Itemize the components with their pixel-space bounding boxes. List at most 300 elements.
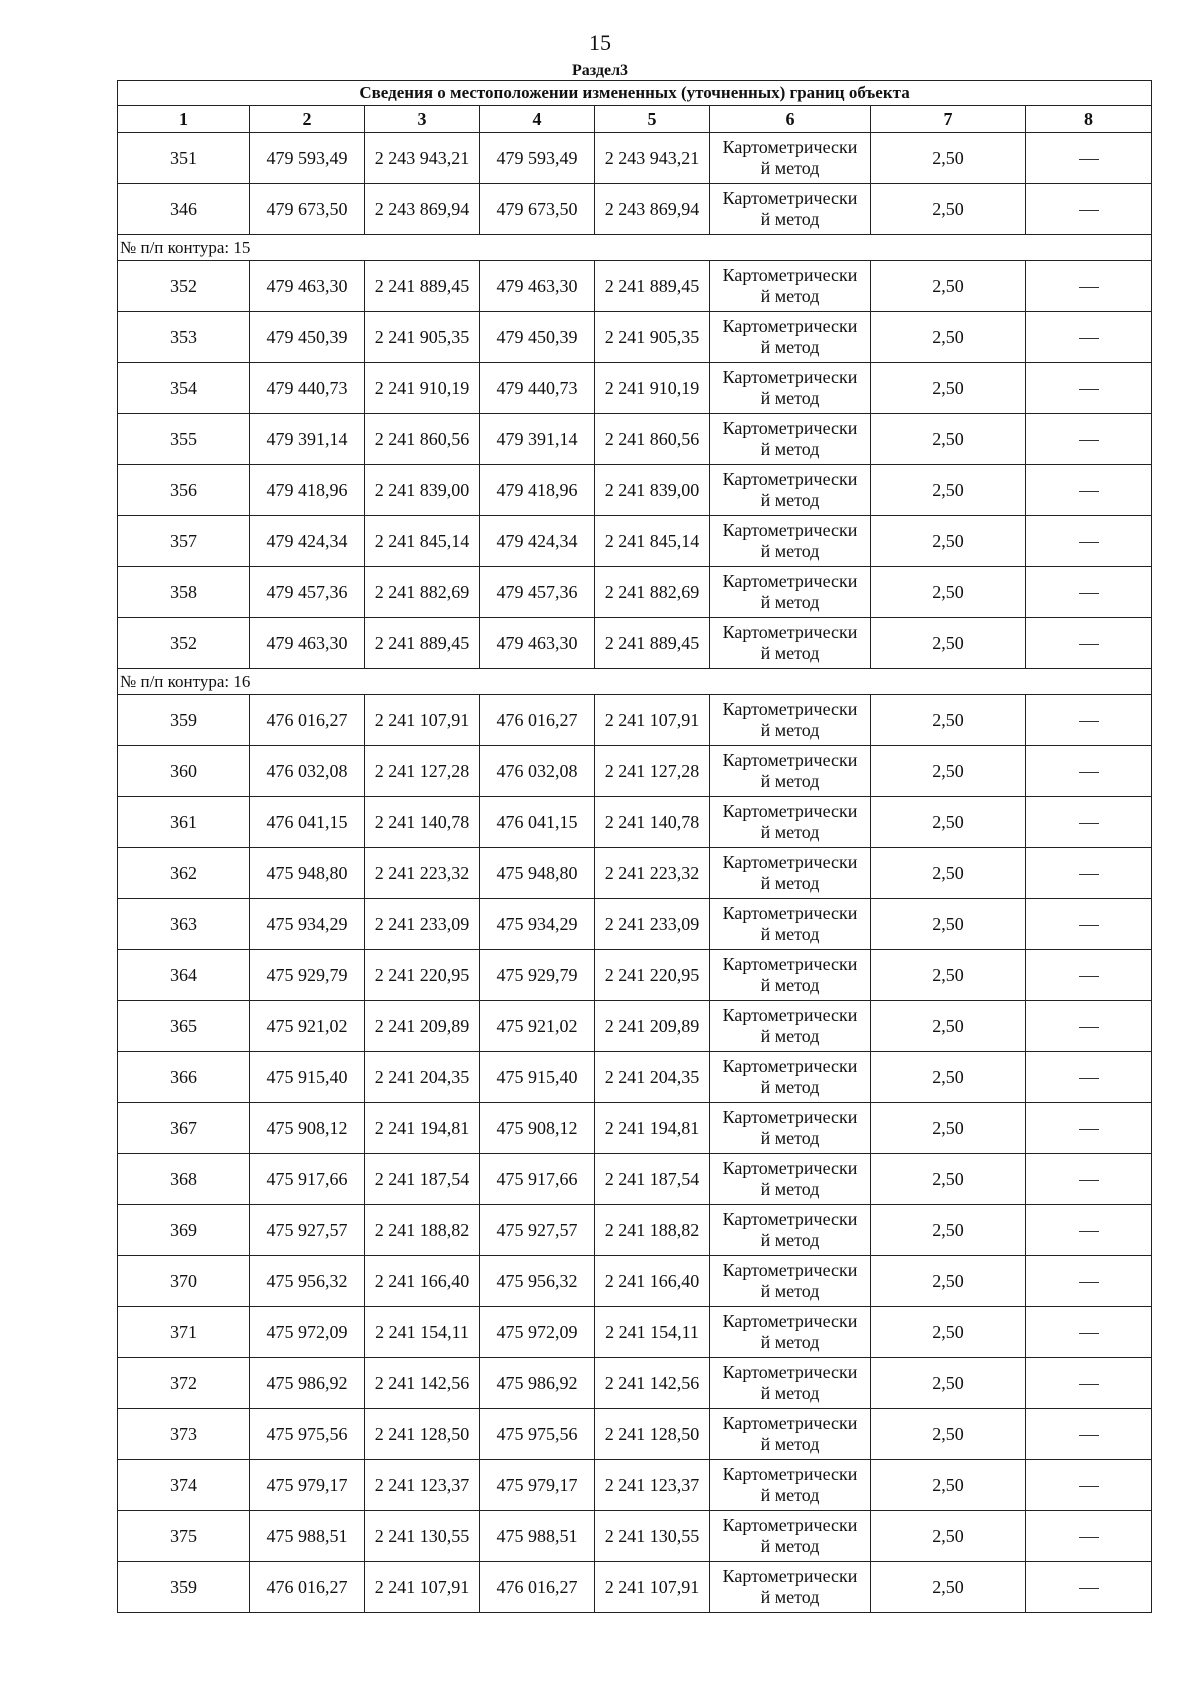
dash-cell [1026,1103,1152,1154]
method-line: й метод [760,822,820,842]
accuracy-cell: 2,50 [871,1409,1026,1460]
table-row [118,1307,1152,1358]
x-coordinate-cell: 476 016,27 [250,1562,365,1613]
y-coordinate-cell: 2 241 889,45 [595,618,710,669]
method-line: й метод [760,1383,820,1403]
y-coordinate-cell: 2 241 188,82 [595,1205,710,1256]
dash-mark [1079,976,1099,977]
y-coordinate-cell: 2 241 128,50 [595,1409,710,1460]
y-coordinate-cell: 2 241 140,78 [595,797,710,848]
method-line: Картометрически [722,750,858,770]
dash-mark [1079,1078,1099,1079]
table-row [118,848,1152,899]
table-row [118,567,1152,618]
accuracy-cell: 2,50 [871,1052,1026,1103]
x-coordinate-cell: 479 593,49 [250,133,365,184]
method-line: Картометрически [722,1056,858,1076]
method-cell [710,1154,871,1205]
method-line: й метод [760,388,820,408]
dash-mark [1079,644,1099,645]
dash-cell [1026,1511,1152,1562]
y-coordinate-cell: 2 243 943,21 [595,133,710,184]
table-row [118,1103,1152,1154]
x-coordinate-cell: 475 972,09 [250,1307,365,1358]
dash-cell [1026,312,1152,363]
y-coordinate-cell: 2 243 869,94 [595,184,710,235]
column-header: 2 [250,106,365,133]
table-row [118,899,1152,950]
method-cell [710,1409,871,1460]
x-coordinate-cell: 479 418,96 [480,465,595,516]
table-header-row [118,106,1152,133]
method-line: Картометрически [722,520,858,540]
y-coordinate-cell: 2 241 128,50 [365,1409,480,1460]
accuracy-cell: 2,50 [871,899,1026,950]
dash-mark [1079,440,1099,441]
point-number-cell: 360 [118,746,250,797]
dash-cell [1026,1562,1152,1613]
y-coordinate-cell: 2 241 130,55 [595,1511,710,1562]
method-line: й метод [760,1536,820,1556]
dash-mark [1079,925,1099,926]
method-line: й метод [760,1026,820,1046]
dash-mark [1079,338,1099,339]
x-coordinate-cell: 479 463,30 [480,618,595,669]
method-line: Картометрически [722,1464,858,1484]
x-coordinate-cell: 475 929,79 [250,950,365,1001]
x-coordinate-cell: 479 450,39 [250,312,365,363]
method-line: Картометрически [722,903,858,923]
y-coordinate-cell: 2 241 107,91 [595,1562,710,1613]
x-coordinate-cell: 475 986,92 [250,1358,365,1409]
dash-cell [1026,1205,1152,1256]
method-line: й метод [760,592,820,612]
method-line: Картометрически [722,1260,858,1280]
y-coordinate-cell: 2 241 127,28 [595,746,710,797]
dash-cell [1026,797,1152,848]
page-number: 15 [589,30,611,55]
x-coordinate-cell: 475 921,02 [480,1001,595,1052]
column-header: 1 [118,106,250,133]
table-row [118,363,1152,414]
method-line: й метод [760,209,820,229]
y-coordinate-cell: 2 241 107,91 [365,1562,480,1613]
point-number-cell: 363 [118,899,250,950]
x-coordinate-cell: 475 934,29 [480,899,595,950]
dash-cell [1026,465,1152,516]
method-cell [710,312,871,363]
x-coordinate-cell: 476 016,27 [250,695,365,746]
method-line: й метод [760,439,820,459]
accuracy-cell: 2,50 [871,567,1026,618]
y-coordinate-cell: 2 241 845,14 [365,516,480,567]
accuracy-cell: 2,50 [871,1307,1026,1358]
method-cell [710,1205,871,1256]
accuracy-cell: 2,50 [871,1460,1026,1511]
point-number-cell: 375 [118,1511,250,1562]
y-coordinate-cell: 2 241 123,37 [365,1460,480,1511]
column-header: 8 [1026,106,1152,133]
x-coordinate-cell: 479 463,30 [250,261,365,312]
accuracy-cell: 2,50 [871,1001,1026,1052]
method-line: Картометрически [722,367,858,387]
dash-cell [1026,516,1152,567]
table-row [118,1001,1152,1052]
dash-mark [1079,542,1099,543]
point-number-cell: 354 [118,363,250,414]
method-line: Картометрически [722,699,858,719]
table-row [118,1256,1152,1307]
point-number-cell: 370 [118,1256,250,1307]
dash-cell [1026,1409,1152,1460]
x-coordinate-cell: 476 041,15 [250,797,365,848]
method-cell [710,1460,871,1511]
dash-mark [1079,1384,1099,1385]
y-coordinate-cell: 2 241 860,56 [595,414,710,465]
section-title: Раздел3 [571,62,629,79]
dash-mark [1079,159,1099,160]
dash-mark [1079,1486,1099,1487]
method-cell [710,950,871,1001]
dash-mark [1079,1180,1099,1181]
method-cell [710,1052,871,1103]
dash-cell [1026,1154,1152,1205]
table-row [118,516,1152,567]
column-header: 3 [365,106,480,133]
method-cell [710,1001,871,1052]
y-coordinate-cell: 2 241 187,54 [365,1154,480,1205]
method-cell [710,567,871,618]
method-line: й метод [760,975,820,995]
dash-mark [1079,1231,1099,1232]
table-body [118,81,1152,1613]
y-coordinate-cell: 2 241 905,35 [365,312,480,363]
dash-cell [1026,1052,1152,1103]
table-row [118,797,1152,848]
contour-row [118,235,1152,261]
method-line: Картометрически [722,1515,858,1535]
method-line: Картометрически [722,1311,858,1331]
x-coordinate-cell: 475 934,29 [250,899,365,950]
dash-cell [1026,695,1152,746]
x-coordinate-cell: 475 975,56 [480,1409,595,1460]
column-header: 5 [595,106,710,133]
contour-label: № п/п контура: 15 [118,235,1152,261]
dash-cell [1026,363,1152,414]
y-coordinate-cell: 2 241 123,37 [595,1460,710,1511]
method-line: й метод [760,1077,820,1097]
method-line: й метод [760,720,820,740]
y-coordinate-cell: 2 241 860,56 [365,414,480,465]
y-coordinate-cell: 2 241 107,91 [595,695,710,746]
x-coordinate-cell: 475 929,79 [480,950,595,1001]
table-row [118,414,1152,465]
dash-mark [1079,593,1099,594]
method-cell [710,797,871,848]
table-row [118,1358,1152,1409]
y-coordinate-cell: 2 241 845,14 [595,516,710,567]
column-header: 7 [871,106,1026,133]
accuracy-cell: 2,50 [871,363,1026,414]
method-cell [710,1562,871,1613]
y-coordinate-cell: 2 241 882,69 [365,567,480,618]
method-line: й метод [760,873,820,893]
accuracy-cell: 2,50 [871,1205,1026,1256]
method-line: Картометрически [722,954,858,974]
y-coordinate-cell: 2 243 869,94 [365,184,480,235]
method-line: й метод [760,490,820,510]
y-coordinate-cell: 2 241 188,82 [365,1205,480,1256]
dash-cell [1026,1307,1152,1358]
y-coordinate-cell: 2 241 223,32 [365,848,480,899]
dash-mark [1079,1537,1099,1538]
accuracy-cell: 2,50 [871,414,1026,465]
x-coordinate-cell: 475 917,66 [250,1154,365,1205]
x-coordinate-cell: 475 956,32 [480,1256,595,1307]
point-number-cell: 355 [118,414,250,465]
contour-label: № п/п контура: 16 [118,669,1152,695]
method-line: Картометрически [722,469,858,489]
method-cell [710,746,871,797]
method-line: й метод [760,1587,820,1607]
y-coordinate-cell: 2 241 166,40 [595,1256,710,1307]
accuracy-cell: 2,50 [871,950,1026,1001]
method-line: Картометрически [722,1566,858,1586]
method-line: Картометрически [722,137,858,157]
accuracy-cell: 2,50 [871,516,1026,567]
method-line: Картометрически [722,316,858,336]
point-number-cell: 372 [118,1358,250,1409]
method-line: Картометрически [722,1209,858,1229]
y-coordinate-cell: 2 241 220,95 [595,950,710,1001]
table-row [118,1460,1152,1511]
method-line: й метод [760,1179,820,1199]
y-coordinate-cell: 2 241 889,45 [365,618,480,669]
dash-cell [1026,618,1152,669]
y-coordinate-cell: 2 241 889,45 [365,261,480,312]
table-row [118,746,1152,797]
x-coordinate-cell: 479 457,36 [480,567,595,618]
contour-row [118,669,1152,695]
y-coordinate-cell: 2 241 839,00 [365,465,480,516]
dash-cell [1026,184,1152,235]
accuracy-cell: 2,50 [871,1154,1026,1205]
x-coordinate-cell: 475 948,80 [250,848,365,899]
table-row [118,261,1152,312]
table-row [118,950,1152,1001]
dash-mark [1079,1588,1099,1589]
dash-cell [1026,950,1152,1001]
dash-mark [1079,1333,1099,1334]
y-coordinate-cell: 2 241 839,00 [595,465,710,516]
dash-mark [1079,1435,1099,1436]
point-number-cell: 353 [118,312,250,363]
x-coordinate-cell: 475 908,12 [250,1103,365,1154]
y-coordinate-cell: 2 241 142,56 [595,1358,710,1409]
dash-mark [1079,772,1099,773]
dash-cell [1026,1256,1152,1307]
point-number-cell: 371 [118,1307,250,1358]
point-number-cell: 362 [118,848,250,899]
accuracy-cell: 2,50 [871,1358,1026,1409]
dash-mark [1079,1282,1099,1283]
method-line: й метод [760,771,820,791]
x-coordinate-cell: 475 986,92 [480,1358,595,1409]
dash-cell [1026,1358,1152,1409]
method-line: й метод [760,1485,820,1505]
y-coordinate-cell: 2 241 910,19 [365,363,480,414]
x-coordinate-cell: 475 979,17 [250,1460,365,1511]
point-number-cell: 373 [118,1409,250,1460]
y-coordinate-cell: 2 241 209,89 [595,1001,710,1052]
method-line: Картометрически [722,1107,858,1127]
x-coordinate-cell: 475 915,40 [250,1052,365,1103]
y-coordinate-cell: 2 241 905,35 [595,312,710,363]
x-coordinate-cell: 475 979,17 [480,1460,595,1511]
y-coordinate-cell: 2 241 910,19 [595,363,710,414]
table-row [118,1205,1152,1256]
method-cell [710,133,871,184]
point-number-cell: 365 [118,1001,250,1052]
method-line: й метод [760,286,820,306]
method-line: Картометрически [722,801,858,821]
x-coordinate-cell: 475 988,51 [480,1511,595,1562]
accuracy-cell: 2,50 [871,695,1026,746]
accuracy-cell: 2,50 [871,746,1026,797]
x-coordinate-cell: 479 450,39 [480,312,595,363]
x-coordinate-cell: 479 440,73 [480,363,595,414]
method-line: й метод [760,1230,820,1250]
y-coordinate-cell: 2 241 889,45 [595,261,710,312]
dash-mark [1079,721,1099,722]
method-line: й метод [760,1128,820,1148]
x-coordinate-cell: 475 908,12 [480,1103,595,1154]
y-coordinate-cell: 2 243 943,21 [365,133,480,184]
y-coordinate-cell: 2 241 220,95 [365,950,480,1001]
point-number-cell: 352 [118,618,250,669]
accuracy-cell: 2,50 [871,1562,1026,1613]
method-line: й метод [760,541,820,561]
method-cell [710,414,871,465]
method-cell [710,695,871,746]
x-coordinate-cell: 475 956,32 [250,1256,365,1307]
table-row [118,695,1152,746]
y-coordinate-cell: 2 241 204,35 [595,1052,710,1103]
x-coordinate-cell: 479 673,50 [480,184,595,235]
y-coordinate-cell: 2 241 142,56 [365,1358,480,1409]
accuracy-cell: 2,50 [871,1256,1026,1307]
y-coordinate-cell: 2 241 233,09 [595,899,710,950]
method-line: Картометрически [722,622,858,642]
y-coordinate-cell: 2 241 187,54 [595,1154,710,1205]
table-row [118,465,1152,516]
method-line: й метод [760,337,820,357]
method-line: Картометрически [722,1413,858,1433]
x-coordinate-cell: 476 016,27 [480,1562,595,1613]
accuracy-cell: 2,50 [871,133,1026,184]
method-cell [710,1511,871,1562]
y-coordinate-cell: 2 241 154,11 [365,1307,480,1358]
y-coordinate-cell: 2 241 140,78 [365,797,480,848]
y-coordinate-cell: 2 241 223,32 [595,848,710,899]
method-cell [710,363,871,414]
method-line: й метод [760,924,820,944]
accuracy-cell: 2,50 [871,1103,1026,1154]
y-coordinate-cell: 2 241 154,11 [595,1307,710,1358]
table-row [118,1154,1152,1205]
dash-cell [1026,746,1152,797]
dash-mark [1079,1129,1099,1130]
x-coordinate-cell: 475 927,57 [250,1205,365,1256]
y-coordinate-cell: 2 241 233,09 [365,899,480,950]
x-coordinate-cell: 475 915,40 [480,1052,595,1103]
dash-cell [1026,848,1152,899]
x-coordinate-cell: 479 457,36 [250,567,365,618]
point-number-cell: 357 [118,516,250,567]
x-coordinate-cell: 479 418,96 [250,465,365,516]
x-coordinate-cell: 476 016,27 [480,695,595,746]
method-cell [710,848,871,899]
x-coordinate-cell: 476 041,15 [480,797,595,848]
dash-cell [1026,261,1152,312]
y-coordinate-cell: 2 241 194,81 [595,1103,710,1154]
table-caption: Сведения о местоположении измененных (уточненных) границ объекта [118,81,1152,106]
x-coordinate-cell: 479 391,14 [250,414,365,465]
method-cell [710,1358,871,1409]
method-line: Картометрически [722,188,858,208]
y-coordinate-cell: 2 241 130,55 [365,1511,480,1562]
x-coordinate-cell: 475 972,09 [480,1307,595,1358]
table-row [118,133,1152,184]
accuracy-cell: 2,50 [871,618,1026,669]
dash-cell [1026,414,1152,465]
dash-cell [1026,567,1152,618]
x-coordinate-cell: 476 032,08 [250,746,365,797]
point-number-cell: 359 [118,695,250,746]
dash-mark [1079,823,1099,824]
table-row [118,618,1152,669]
accuracy-cell: 2,50 [871,797,1026,848]
table-caption-row [118,81,1152,106]
method-cell [710,465,871,516]
dash-cell [1026,1001,1152,1052]
point-number-cell: 351 [118,133,250,184]
method-line: Картометрически [722,1005,858,1025]
x-coordinate-cell: 475 975,56 [250,1409,365,1460]
x-coordinate-cell: 475 917,66 [480,1154,595,1205]
method-line: Картометрически [722,1362,858,1382]
method-cell [710,516,871,567]
point-number-cell: 367 [118,1103,250,1154]
y-coordinate-cell: 2 241 166,40 [365,1256,480,1307]
point-number-cell: 352 [118,261,250,312]
point-number-cell: 366 [118,1052,250,1103]
x-coordinate-cell: 479 463,30 [250,618,365,669]
method-cell [710,899,871,950]
method-line: й метод [760,1332,820,1352]
method-cell [710,1256,871,1307]
point-number-cell: 374 [118,1460,250,1511]
method-line: Картометрически [722,418,858,438]
point-number-cell: 368 [118,1154,250,1205]
point-number-cell: 369 [118,1205,250,1256]
method-cell [710,261,871,312]
method-line: Картометрически [722,1158,858,1178]
y-coordinate-cell: 2 241 209,89 [365,1001,480,1052]
dash-mark [1079,287,1099,288]
x-coordinate-cell: 475 988,51 [250,1511,365,1562]
x-coordinate-cell: 475 927,57 [480,1205,595,1256]
